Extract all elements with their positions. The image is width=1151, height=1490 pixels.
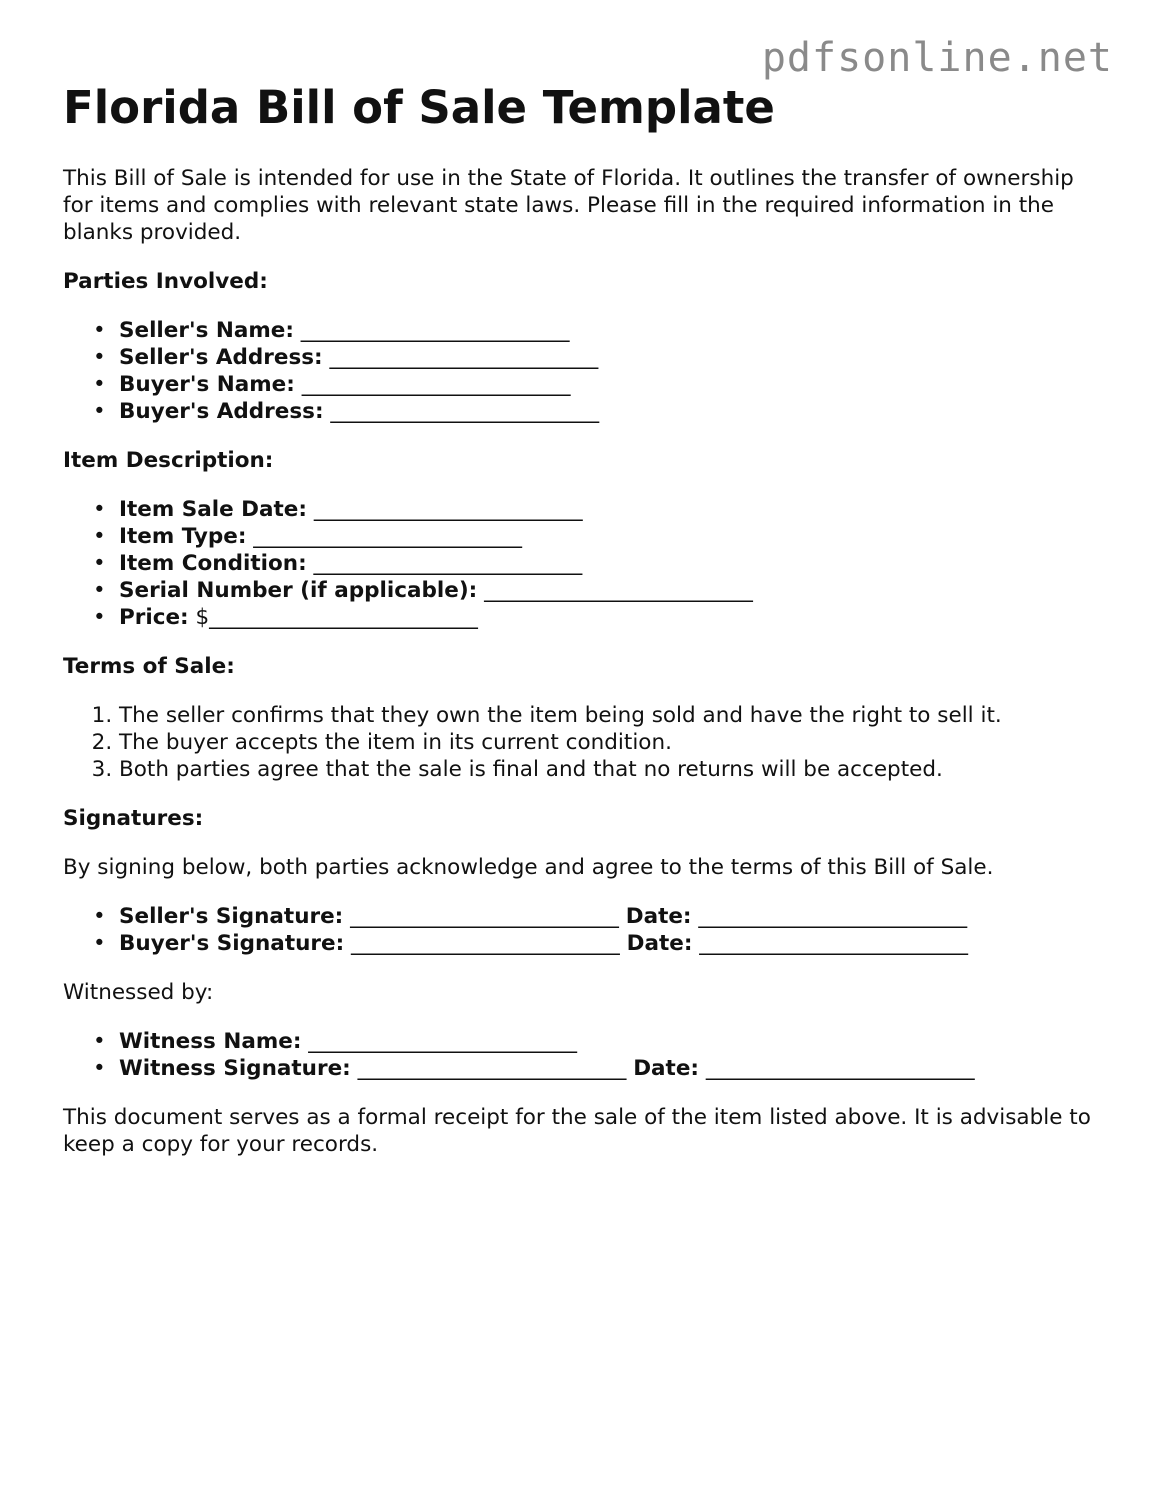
serial-number-field[interactable]: _________________________ [484,578,753,604]
price-field[interactable]: $_________________________ [195,605,478,631]
buyer-name-field[interactable]: _________________________ [301,372,571,398]
list-item: 2. The buyer accepts the item in its current condition. [119,729,1093,756]
page-title: Florida Bill of Sale Template [63,81,775,134]
field-label: Date: [626,931,693,957]
terms-heading: Terms of Sale: [63,654,235,680]
witness-heading: Witnessed by: [63,980,214,1006]
field-label: Seller's Signature: [119,904,344,930]
field-label: Serial Number (if applicable): [119,578,478,604]
field-label: Seller's Address: [119,345,323,371]
intro-paragraph: This Bill of Sale is intended for use in the State of Florida. It outlines the transfer of ownership for items and complies with relevant state laws. Please fill in the required information in the blanks provided. [63,166,1074,246]
witness-date-field[interactable]: _________________________ [705,1056,975,1082]
witness-signature-field[interactable]: _________________________ [357,1056,627,1082]
seller-address-field[interactable]: _________________________ [329,345,599,371]
field-label: Item Type: [119,524,247,550]
list-item [119,903,1093,930]
item-condition-field[interactable]: _________________________ [313,551,583,577]
list-item [119,604,1093,631]
field-label: Price: [119,605,189,631]
buyer-date-field[interactable]: _________________________ [699,931,969,957]
field-label: Date: [633,1056,700,1082]
signatures-list [63,903,1093,957]
field-label: Date: [625,904,692,930]
field-label: Item Sale Date: [119,497,307,523]
seller-date-field[interactable]: _________________________ [698,904,968,930]
witness-name-field[interactable]: _________________________ [308,1029,578,1055]
item-description-list [63,496,1093,631]
list-item: 3. Both parties agree that the sale is final and that no returns will be accepted. [119,756,1093,783]
list-item [119,930,1093,957]
list-item [119,523,1093,550]
seller-name-field[interactable]: _________________________ [300,318,570,344]
field-label: Witness Name: [119,1029,302,1055]
parties-list [63,317,1093,425]
list-item [119,1055,1093,1082]
closing-paragraph: This document serves as a formal receipt for the sale of the item listed above. It is advisable to keep a copy for your records. [63,1105,1091,1158]
field-label: Buyer's Signature: [119,931,345,957]
buyer-address-field[interactable]: _________________________ [330,399,600,425]
list-item [119,496,1093,523]
terms-list [63,702,1093,783]
witness-list [63,1028,1093,1082]
list-item [119,550,1093,577]
field-label: Buyer's Address: [119,399,324,425]
field-label: Item Condition: [119,551,307,577]
list-item [119,577,1093,604]
field-label: Seller's Name: [119,318,294,344]
watermark: pdfsonline.net [761,35,1113,81]
field-label: Witness Signature: [119,1056,351,1082]
list-item [119,317,1093,344]
field-label: Buyer's Name: [119,372,295,398]
signatures-heading: Signatures: [63,806,204,832]
list-item [119,344,1093,371]
list-item [119,371,1093,398]
signatures-statement: By signing below, both parties acknowledge and agree to the terms of this Bill of Sale. [63,855,994,881]
parties-heading: Parties Involved: [63,269,268,295]
list-item [119,398,1093,425]
seller-signature-field[interactable]: _________________________ [350,904,619,930]
buyer-signature-field[interactable]: _________________________ [351,931,620,957]
item-type-field[interactable]: _________________________ [253,524,523,550]
item-description-heading: Item Description: [63,448,274,474]
document-page [63,80,1093,1158]
list-item [119,1028,1093,1055]
list-item: 1. The seller confirms that they own the item being sold and have the right to sell it. [119,702,1093,729]
item-sale-date-field[interactable]: _________________________ [313,497,583,523]
